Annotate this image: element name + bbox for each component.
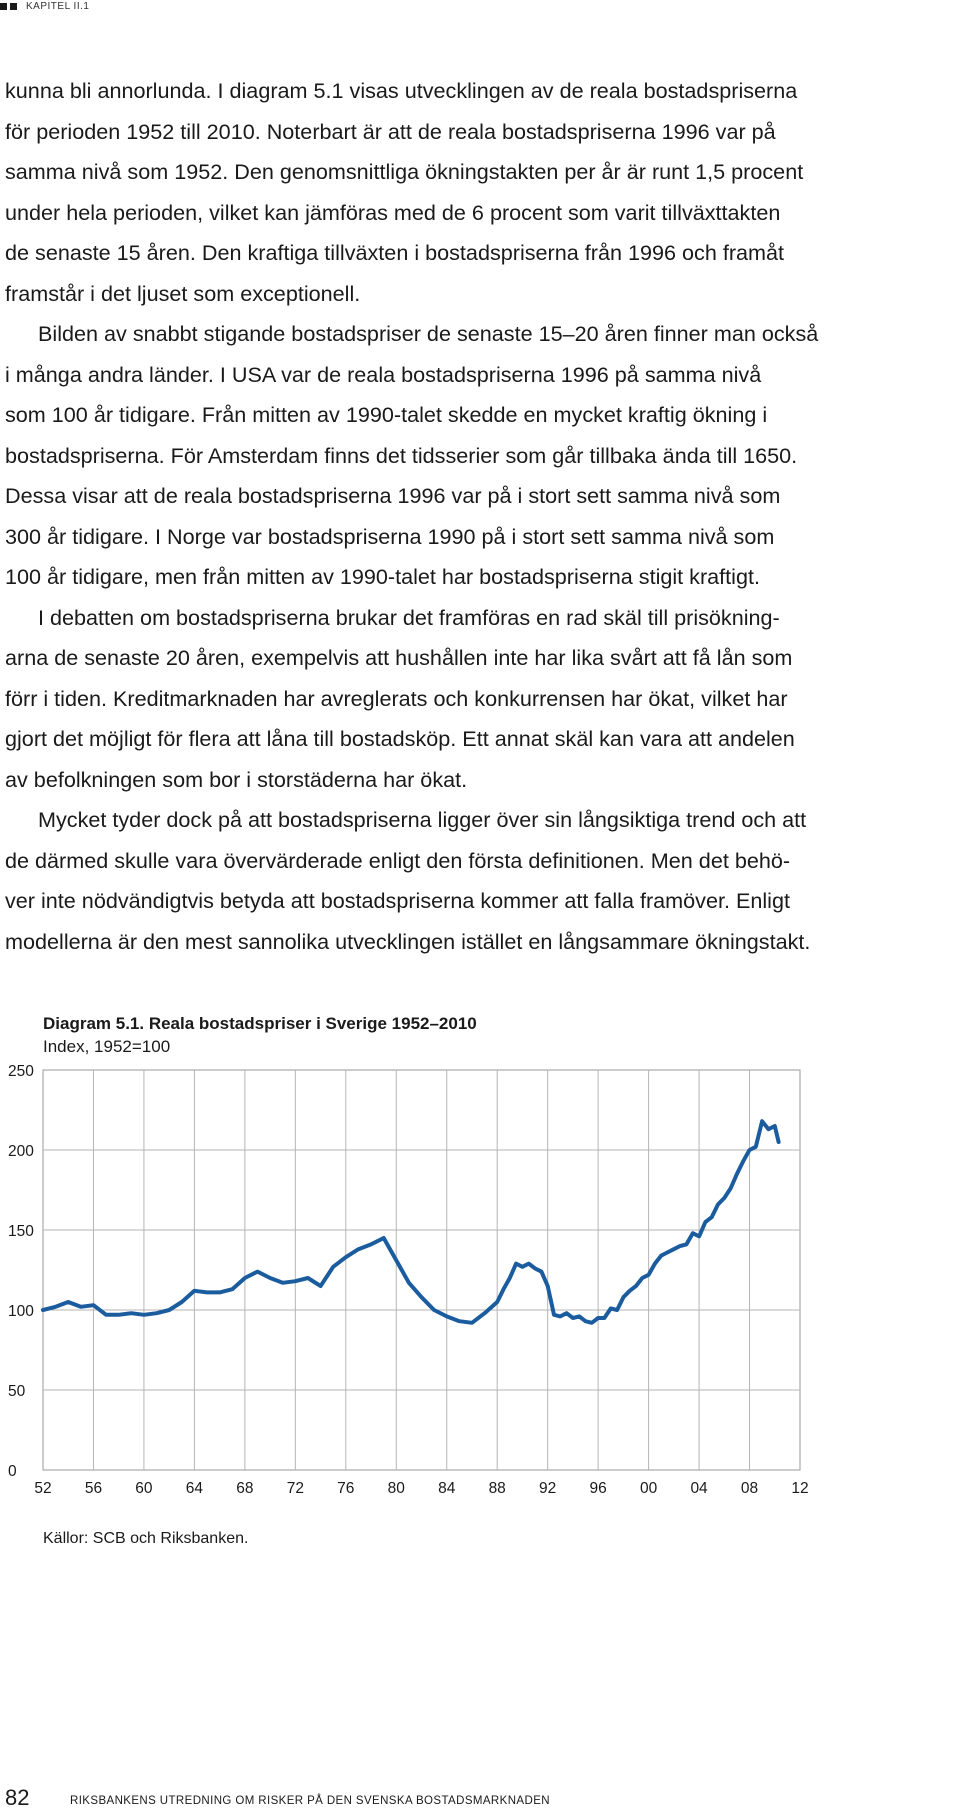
text-line: samma nivå som 1952. Den genomsnittliga ökningstakten per år är runt 1,5 procent — [5, 159, 804, 184]
text-line: kunna bli annorlunda. I diagram 5.1 visas utvecklingen av de reala bostadspriserna — [5, 78, 798, 103]
x-tick-label: 80 — [387, 1480, 405, 1497]
page-header — [0, 0, 89, 12]
y-tick-label: 200 — [8, 1143, 34, 1160]
text-line: I debatten om bostadspriserna brukar det framföras en rad skäl till prisökning- — [38, 604, 780, 630]
footer-label: RIKSBANKENS UTREDNING OM RISKER PÅ DEN SVENSKA BOSTADSMARKNADEN — [70, 1795, 550, 1807]
y-tick-label: 250 — [8, 1063, 34, 1080]
header-square-icon — [0, 3, 7, 10]
text-line: Bilden av snabbt stigande bostadspriser de senaste 15–20 åren finner man också — [38, 321, 819, 346]
y-tick-label: 50 — [8, 1383, 26, 1400]
paragraph-1 — [5, 71, 955, 314]
plot-frame — [43, 1070, 800, 1470]
text-line: de därmed skulle vara övervärderade enligt den första definitionen. Men det behö- — [5, 847, 791, 873]
y-tick-label: 150 — [8, 1223, 34, 1240]
x-tick-label: 04 — [690, 1480, 708, 1497]
x-tick-label: 76 — [337, 1480, 355, 1497]
text-line: 100 år tidigare, men från mitten av 1990-talet har bostadspriserna stigit kraftigt. — [5, 564, 760, 589]
text-line: förr i tiden. Kreditmarknaden har avreglerats och konkurrensen har ökat, vilket har — [5, 685, 788, 711]
header-square-icon — [10, 3, 17, 10]
text-line: bostadspriserna. För Amsterdam finns det tidsserier som går tillbaka ända till 1650. — [5, 442, 798, 468]
text-line: de senaste 15 åren. Den kraftiga tillväxten i bostadspriserna från 1996 och framåt — [5, 240, 785, 265]
source-note: Källor: SCB och Riksbanken. — [43, 1530, 249, 1547]
text-line: under hela perioden, vilket kan jämföras med de 6 procent som varit tillväxttakten — [5, 199, 781, 225]
text-line: i många andra länder. I USA var de reala bostadspriserna 1996 på samma nivå — [5, 361, 762, 387]
chart-title: Diagram 5.1. Reala bostadspriser i Sverige 1952–2010 — [43, 1014, 477, 1033]
body-text — [5, 71, 955, 962]
y-tick-label: 0 — [8, 1463, 17, 1480]
x-tick-label: 60 — [135, 1480, 153, 1497]
text-line: 300 år tidigare. I Norge var bostadspriserna 1990 på i stort sett samma nivå som — [5, 523, 775, 549]
text-line: framstår i det ljuset som exceptionell. — [5, 280, 361, 306]
x-tick-label: 68 — [236, 1480, 254, 1497]
x-tick-label: 92 — [539, 1480, 557, 1497]
text-line: modellerna är den mest sannolika utvecklingen istället en långsammare ökningstakt. — [5, 928, 811, 954]
text-line: gjort det möjligt för flera att låna till bostadsköp. Ett annat skäl kan vara att andelen — [5, 726, 795, 751]
y-tick-label: 100 — [8, 1303, 34, 1320]
text-line: Mycket tyder dock på att bostadspriserna ligger över sin långsiktiga trend och att — [38, 807, 807, 832]
price-index-chart — [0, 1050, 960, 1520]
x-tick-label: 00 — [639, 1480, 658, 1497]
chapter-label: KAPITEL II.1 — [26, 0, 90, 12]
paragraph-2 — [5, 314, 955, 598]
text-line: av befolkningen som bor i storstäderna har ökat. — [5, 766, 468, 792]
x-tick-label: 52 — [34, 1480, 52, 1497]
x-tick-label: 96 — [589, 1480, 607, 1497]
x-tick-label: 88 — [488, 1480, 506, 1497]
x-tick-label: 12 — [791, 1480, 809, 1497]
page-number: 82 — [5, 1785, 30, 1810]
x-tick-label: 64 — [185, 1480, 204, 1497]
text-line: som 100 år tidigare. Från mitten av 1990-talet skedde en mycket kraftig ökning i — [5, 402, 768, 427]
text-line: arna de senaste 20 åren, exempelvis att hushållen inte har lika svårt att få lån som — [5, 645, 793, 670]
text-line: Dessa visar att de reala bostadspriserna 1996 var på i stort sett samma nivå som — [5, 483, 781, 508]
chart-grid — [43, 1070, 800, 1470]
x-tick-label: 56 — [84, 1480, 103, 1497]
text-line: för perioden 1952 till 2010. Noterbart är att de reala bostadspriserna 1996 var på — [5, 118, 776, 144]
chart-series — [43, 1121, 779, 1323]
paragraph-3 — [5, 598, 955, 801]
text-line: ver inte nödvändigtvis betyda att bostadspriserna kommer att falla framöver. Enligt — [5, 888, 790, 913]
x-tick-label: 72 — [286, 1480, 304, 1497]
chart-subtitle: Index, 1952=100 — [43, 1037, 171, 1056]
x-tick-label: 08 — [740, 1480, 759, 1497]
price-index-line — [43, 1121, 779, 1323]
x-tick-label: 84 — [438, 1480, 456, 1497]
paragraph-4 — [5, 800, 955, 962]
